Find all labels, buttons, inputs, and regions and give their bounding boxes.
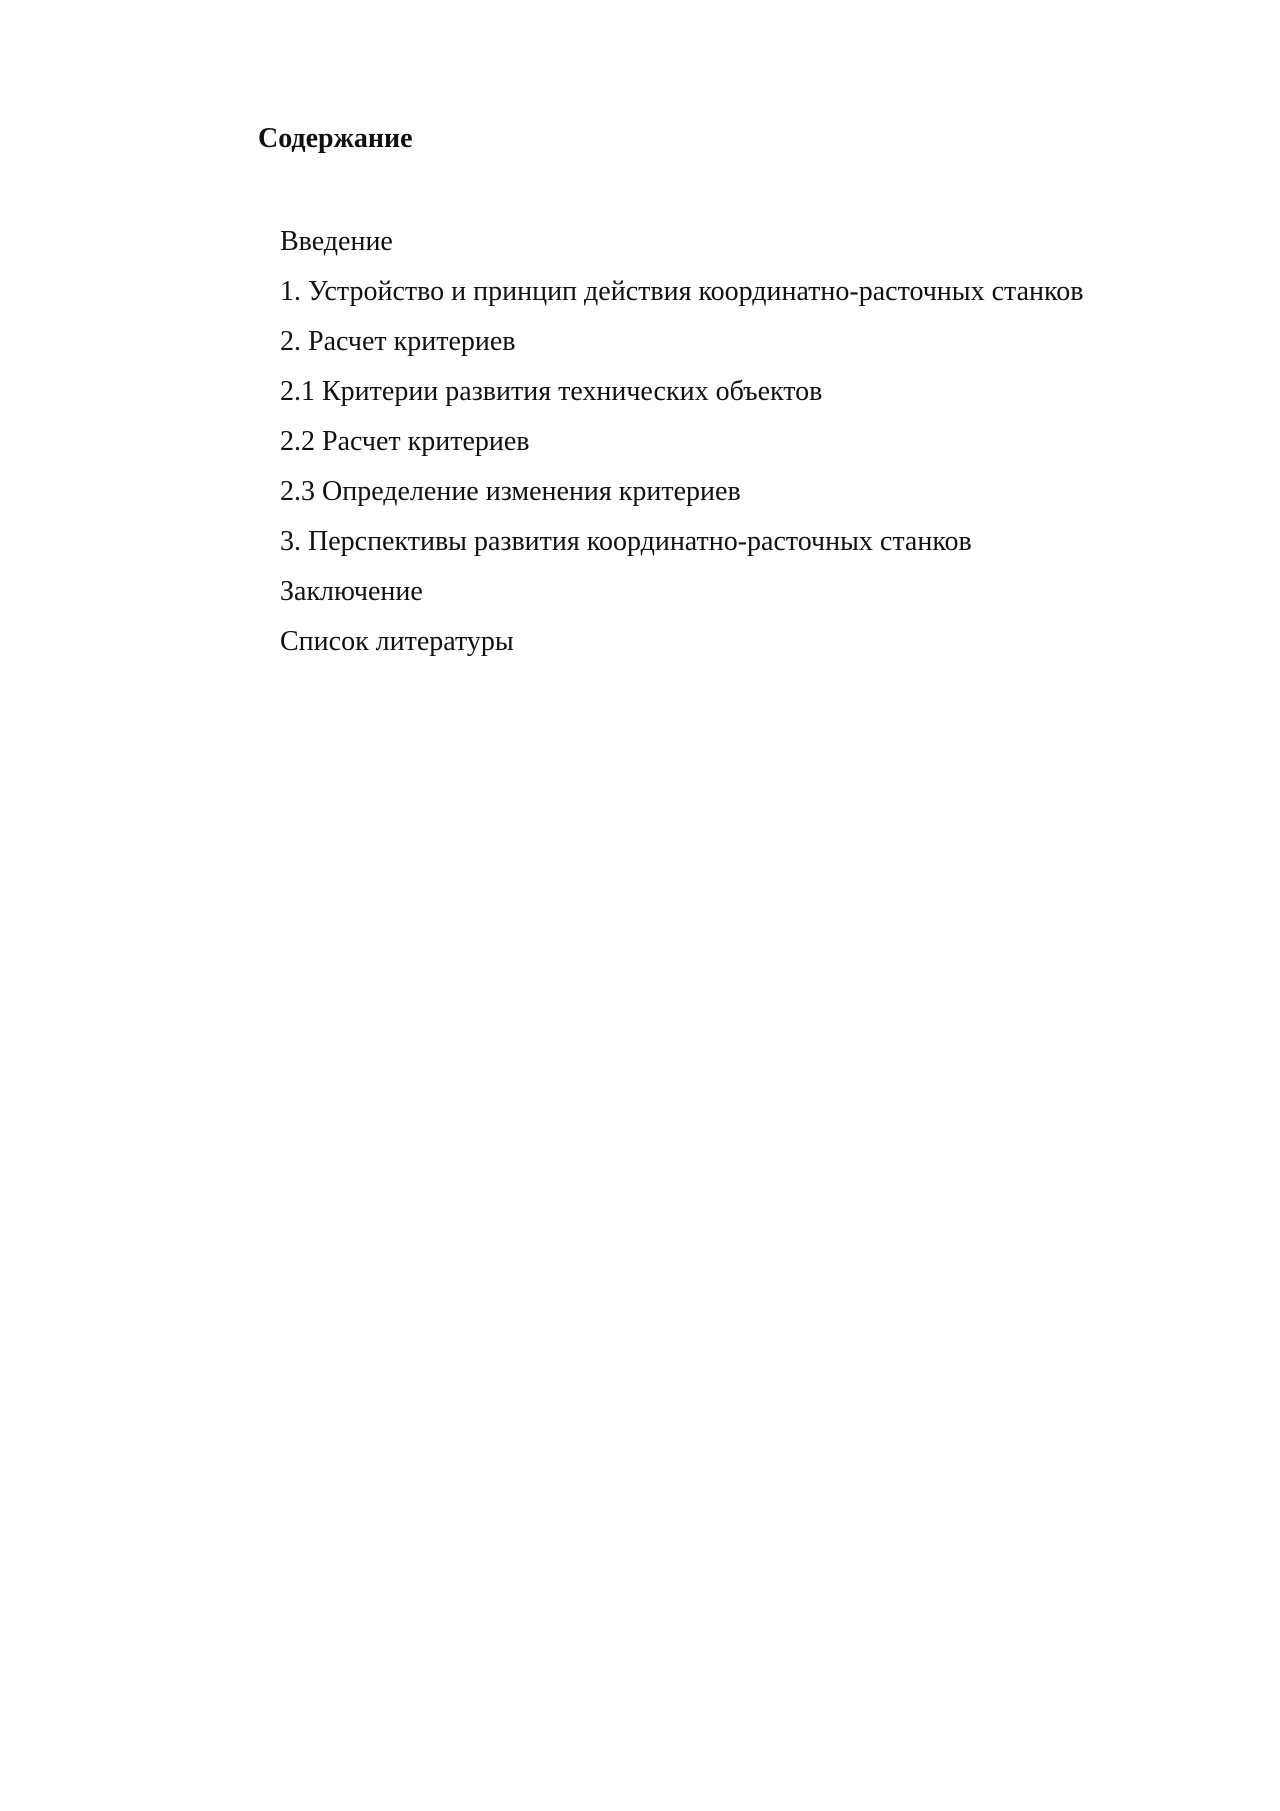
toc-item-section-1: 1. Устройство и принцип действия координатно-расточных станков	[280, 276, 1084, 307]
toc-item-section-2-3: 2.3 Определение изменения критериев	[280, 476, 741, 507]
toc-item-introduction: Введение	[280, 226, 393, 257]
toc-item-section-2-1: 2.1 Критерии развития технических объектов	[280, 376, 823, 407]
toc-item-section-2-2: 2.2 Расчет критериев	[280, 426, 530, 457]
toc-item-references: Список литературы	[280, 626, 514, 657]
toc-item-section-2: 2. Расчет критериев	[280, 326, 516, 357]
toc-item-conclusion: Заключение	[280, 576, 423, 607]
table-of-contents	[280, 222, 1083, 672]
page-title: Содержание	[258, 123, 413, 154]
toc-item-section-3: 3. Перспективы развития координатно-расточных станков	[280, 526, 972, 557]
